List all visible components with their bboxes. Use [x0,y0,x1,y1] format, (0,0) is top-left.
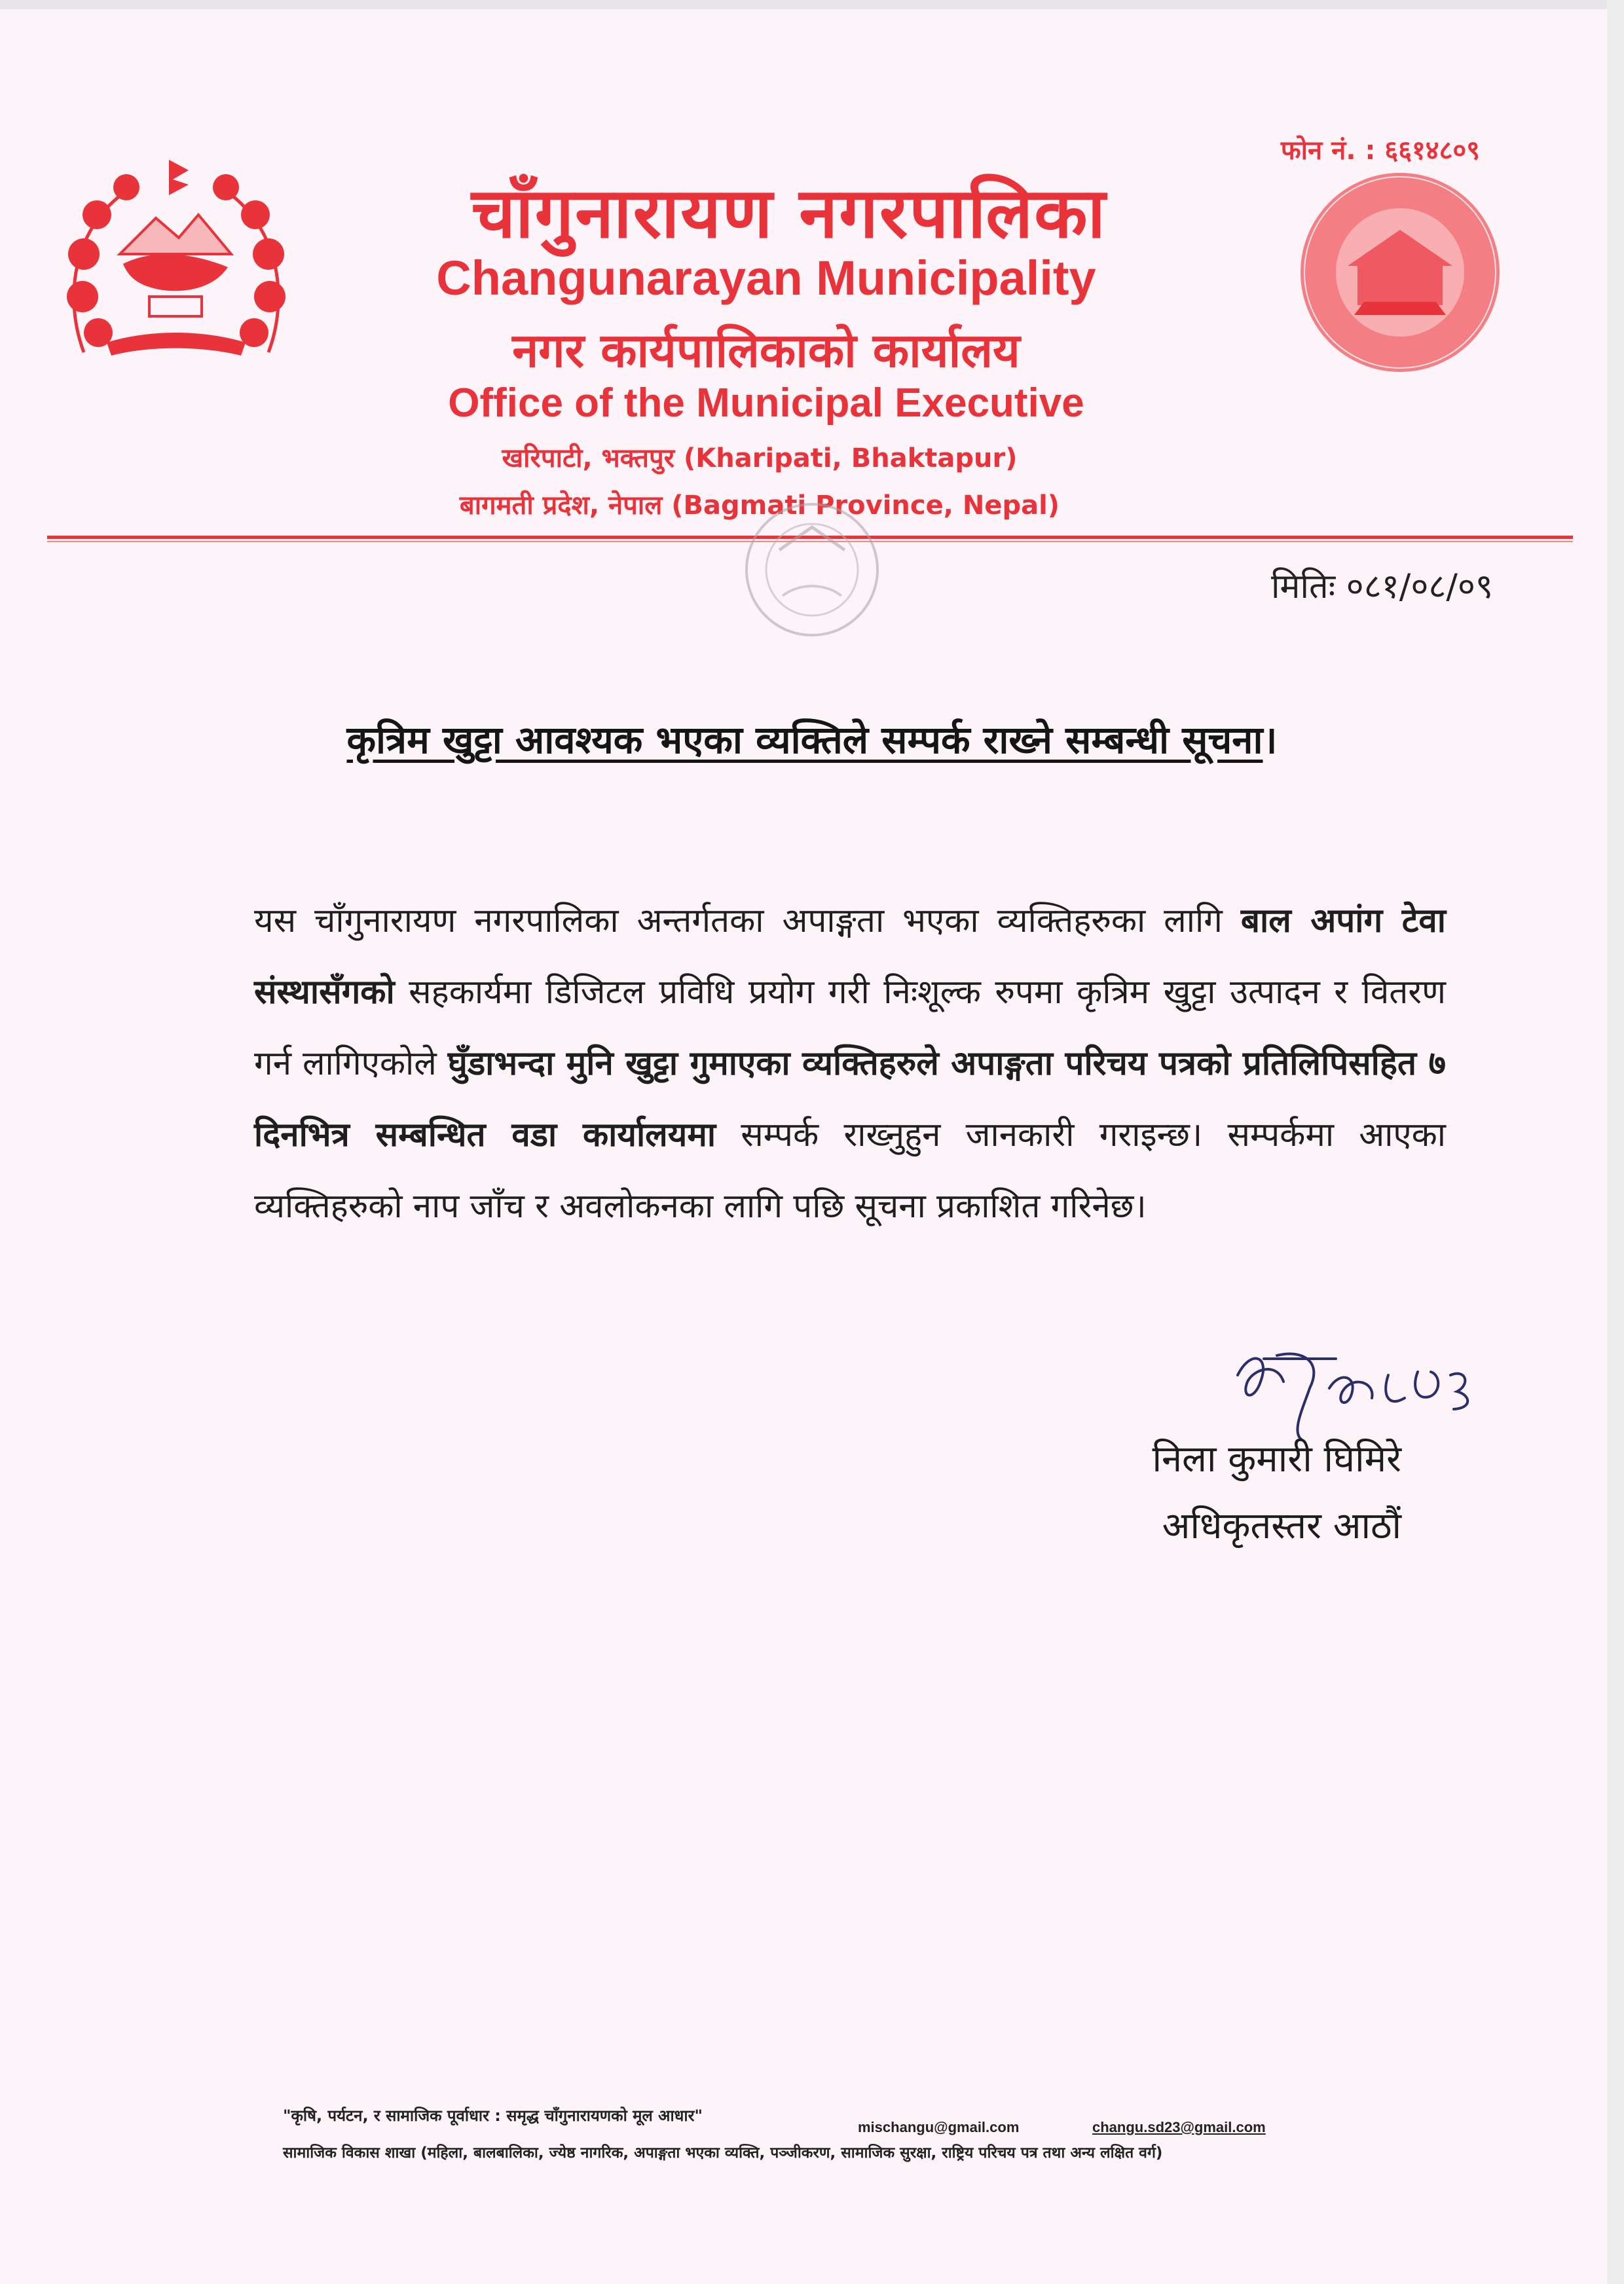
letter-date: मितिः ०८१/०८/०९ [1270,567,1493,606]
footer-branch-info: सामाजिक विकास शाखा (महिला, बालबालिका, ज्येष्ठ नागरिक, अपाङ्गता भएका व्यक्ति, पञ्जीकरण, सामाजिक सुरक्षा, राष्ट्रिय परिचय पत्र तथा अन्य लक्षित वर्ग) [283,2145,1163,2162]
notice-body [254,885,1446,1242]
address-line-2: बागमती प्रदेश, नेपाल (Bagmati Province, Nepal) [459,490,1060,521]
address-line-1: खरिपाटी, भक्तपुर (Kharipati, Bhaktapur) [502,443,1018,473]
faint-stamp-icon [714,498,910,648]
signer-name: निला कुमारी घिमिरे [1152,1438,1401,1481]
office-seal-icon [1295,168,1505,377]
footer-email-branch[interactable]: changu.sd23@gmail.com [1092,2119,1266,2135]
body-part-1: यस चाँगुनारायण नगरपालिका अन्तर्गतका अपाङ्गता भएका व्यक्तिहरुका लागि [254,902,1241,940]
body-part-5: सम्पर्क राख्नुहुन जानकारी गराइन्छ। सम्पर्कमा आएका व्यक्तिहरुको नाप जाँच र अवलोकनका लागि पछि सूचना प्रकाशित गरिनेछ। [254,1116,1446,1226]
body-part-4-bold: घुँडाभन्दा मुनि खुट्टा गुमाएका व्यक्तिहरुले अपाङ्गता परिचय पत्रको प्रतिलिपिसहित ७ दिनभित्र सम्बन्धित वडा कार्यालयमा [254,1044,1446,1154]
nepal-emblem-icon [58,156,295,384]
footer-slogan: "कृषि, पर्यटन, र सामाजिक पूर्वाधार : समृद्ध चाँगुनारायणको मूल आधार" [283,2107,703,2125]
municipality-name-english: Changunarayan Municipality [436,251,1096,305]
phone-number: फोन नं. : ६६१४८०९ [1280,136,1480,166]
notice-subject-end: । [1263,718,1278,762]
office-name-nepali: नगर कार्यपालिकाको कार्यालय [512,323,1020,378]
office-name-english: Office of the Municipal Executive [448,380,1084,426]
body-part-3: सहकार्यमा डिजिटल प्रविधि प्रयोग गरी निःशूल्क रुपमा कृत्रिम खुट्टा उत्पादन र वितरण गर्न लागिएकोले [254,973,1446,1083]
scan-edge-right [1607,0,1624,2284]
municipality-name-nepali: चाँगुनारायण नगरपालिका [471,173,1107,253]
signer-title: अधिकृतस्तर आठौं [1162,1505,1401,1547]
handwritten-signature [1225,1336,1506,1447]
notice-subject-text: कृत्रिम खुट्टा आवश्यक भएका व्यक्तिले सम्पर्क राख्ने सम्बन्धी सूचना [346,718,1263,762]
notice-subject [131,712,1493,764]
scan-edge-top [0,0,1624,9]
body-part-2-bold: बाल अपांग टेवा संस्थासँगको [254,902,1446,1012]
footer-email-office[interactable]: mischangu@gmail.com [858,2119,1020,2135]
